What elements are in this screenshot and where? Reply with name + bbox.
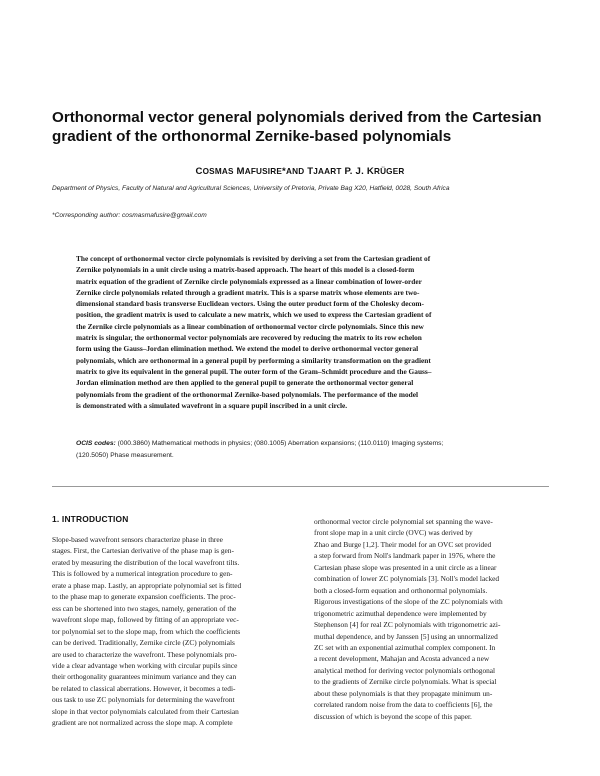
body-line: Slope-based wavefront sensors characterize phase in three — [52, 535, 223, 544]
body-line: to the gradients of Zernike circle polynomials. What is special — [314, 677, 497, 687]
body-line: vide a clear advantage when working with circular pupils since — [52, 660, 238, 670]
paper-title — [52, 108, 552, 146]
body-line: Stephenson [4] for real ZC polynomials with trigonometric azi- — [314, 620, 501, 630]
body-line: ZC set with an exponential azimuthal complex component. In — [314, 642, 496, 652]
corresponding-author-email: *Corresponding author: cosmasmafusire@gmail.com — [52, 212, 207, 219]
abstract-line: polynomials, which are orthonormal in a general pupil by performing a similarity transformation on the gradient — [76, 355, 431, 365]
abstract-line: Zernike circle polynomials related through a gradient matrix. This is a sparse matrix whose elements are two- — [76, 287, 420, 297]
body-line: are used to characterize the wavefront. These polynomials pro- — [52, 649, 237, 659]
abstract-line: is demonstrated with a simulated wavefront in a square pupil inscribed in a unit circle. — [76, 400, 348, 410]
ocis-line: OCIS codes: (000.3860) Mathematical methods in physics; (080.1005) Aberration expansions; (110.0110) Imaging systems; — [76, 440, 444, 447]
abstract — [76, 253, 538, 411]
body-line: muthal dependence, and by Janssen [5] using an unnormalized — [314, 631, 498, 641]
body-line: orthonormal vector circle polynomial set spanning the wave- — [314, 517, 493, 526]
body-line: both a closed-form equation and orthonormal polynomials. — [314, 585, 488, 595]
affiliation: Department of Physics, Faculty of Natural and Agricultural Sciences, University of Pretoria, Private Bag X20, Hatfield, 0028, South Africa — [52, 185, 450, 192]
title-line: gradient of the orthonormal Zernike-based polynomials — [52, 128, 452, 145]
body-line: combination of lower ZC polynomials [3]. Noll's model lacked — [314, 574, 500, 584]
body-line: slope in that vector polynomials calculated from their Cartesian — [52, 706, 239, 716]
abstract-line: dimensional standard basis transverse Euclidean vectors. Using the outer product form of the Cholesky decom- — [76, 299, 424, 309]
author-list — [0, 166, 600, 177]
title-line: Orthonormal vector general polynomials derived from the Cartesian — [52, 109, 542, 126]
abstract-line: matrix to give its equivalent in the general pupil. The outer form of the Gram–Schmidt procedure and the Gauss– — [76, 366, 432, 376]
abstract-line: the Zernike circle polynomials as a linear combination of orthonormal vector circle polynomials. Since this new — [76, 321, 424, 331]
corresponding-marker: * — [282, 166, 286, 177]
abstract-line: Zernike polynomials in a unit circle using a matrix-based approach. The heart of this model is a closed-form — [76, 265, 415, 275]
body-column-right — [314, 516, 558, 722]
abstract-line: polynomials from the gradient of the orthonormal Zernike-based polynomials. The performance of the model — [76, 389, 419, 399]
body-line: ous task to use ZC polynomials for determining the wavefront — [52, 695, 235, 705]
body-line: can be derived. Traditionally, Zernike circle (ZC) polynomials — [52, 638, 235, 648]
body-line: stages. First, the Cartesian derivative of the phase map is gen- — [52, 546, 234, 556]
abstract-line: matrix equation of the gradient of Zernike circle polynomials expressed as a linear combination of lower-order — [76, 276, 422, 286]
body-line: trigonometric azimuthal dependence were implemented by — [314, 608, 487, 618]
body-line: to the phase map to generate expansion coefficients. The proc- — [52, 592, 236, 602]
body-line: a step forward from Noll's landmark paper in 1976, where the — [314, 551, 496, 561]
body-line: correlated random noise from the data to coefficients [6], the — [314, 700, 493, 710]
body-line: their orthogonality guarantees minimum variance and they can — [52, 672, 237, 682]
section-divider — [52, 486, 549, 487]
ocis-codes — [76, 438, 538, 461]
abstract-line: Jordan elimination method are then applied to the general pupil to generate the orthonormal vector general — [76, 378, 414, 388]
body-line: erated by measuring the distribution of the local wavefront tilts. — [52, 557, 240, 567]
abstract-line: matrix is singular, the orthonormal vector polynomials are recovered by reducing the matrix to its row echelon — [76, 333, 422, 343]
author-2: TJAART P. J. KRÜGER — [307, 166, 405, 177]
ocis-label: OCIS codes: — [76, 440, 116, 447]
body-line: be related to classical aberrations. However, it becomes a tedi- — [52, 683, 236, 693]
body-line: wavefront slope map, followed by fitting of an appropriate vec- — [52, 615, 239, 625]
body-line: tor polynomial set to the slope map, from which the coefficients — [52, 626, 241, 636]
body-line: analytical method for deriving vector polynomials orthogonal — [314, 665, 496, 675]
abstract-line: The concept of orthonormal vector circle polynomials is revisited by deriving a set from the Cartesian gradient of — [76, 254, 431, 263]
body-line: Rigorous investigations of the slope of the ZC polynomials with — [314, 597, 503, 607]
body-line: Cartesian phase slope was presented in a unit circle as a linear — [314, 562, 497, 572]
abstract-line: position, the gradient matrix is used to calculate a new matrix, which we used to express the Cartesian gradient of — [76, 310, 432, 320]
author-1: COSMAS MAFUSIRE* — [195, 166, 286, 177]
abstract-line: form using the Gauss–Jordan elimination method. We extend the model to derive orthonormal vector general — [76, 344, 419, 354]
body-column-left — [52, 534, 296, 729]
body-line: gradient are not normalized across the slope map. A complete — [52, 718, 233, 728]
body-line: about these polynomials is that they propagate minimum un- — [314, 688, 493, 698]
body-line: a recent development, Mahajan and Acosta advanced a new — [314, 654, 490, 664]
body-line: discussion of which is beyond the scope of this paper. — [314, 711, 472, 721]
body-line: ess can be shortened into two stages, namely, generation of the — [52, 603, 237, 613]
body-line: front slope map in a unit circle (OVC) was derived by — [314, 528, 473, 538]
author-conjunction: AND — [285, 167, 305, 176]
body-line: Zhao and Burge [1,2]. Their model for an OVC set provided — [314, 539, 492, 549]
body-line: erate a phase map. Lastly, an appropriate polynomial set is fitted — [52, 580, 242, 590]
body-line: This is followed by a numerical integration procedure to gen- — [52, 569, 233, 579]
section-heading-introduction: 1. INTRODUCTION — [52, 514, 129, 524]
ocis-line: (120.5050) Phase measurement. — [76, 451, 174, 459]
